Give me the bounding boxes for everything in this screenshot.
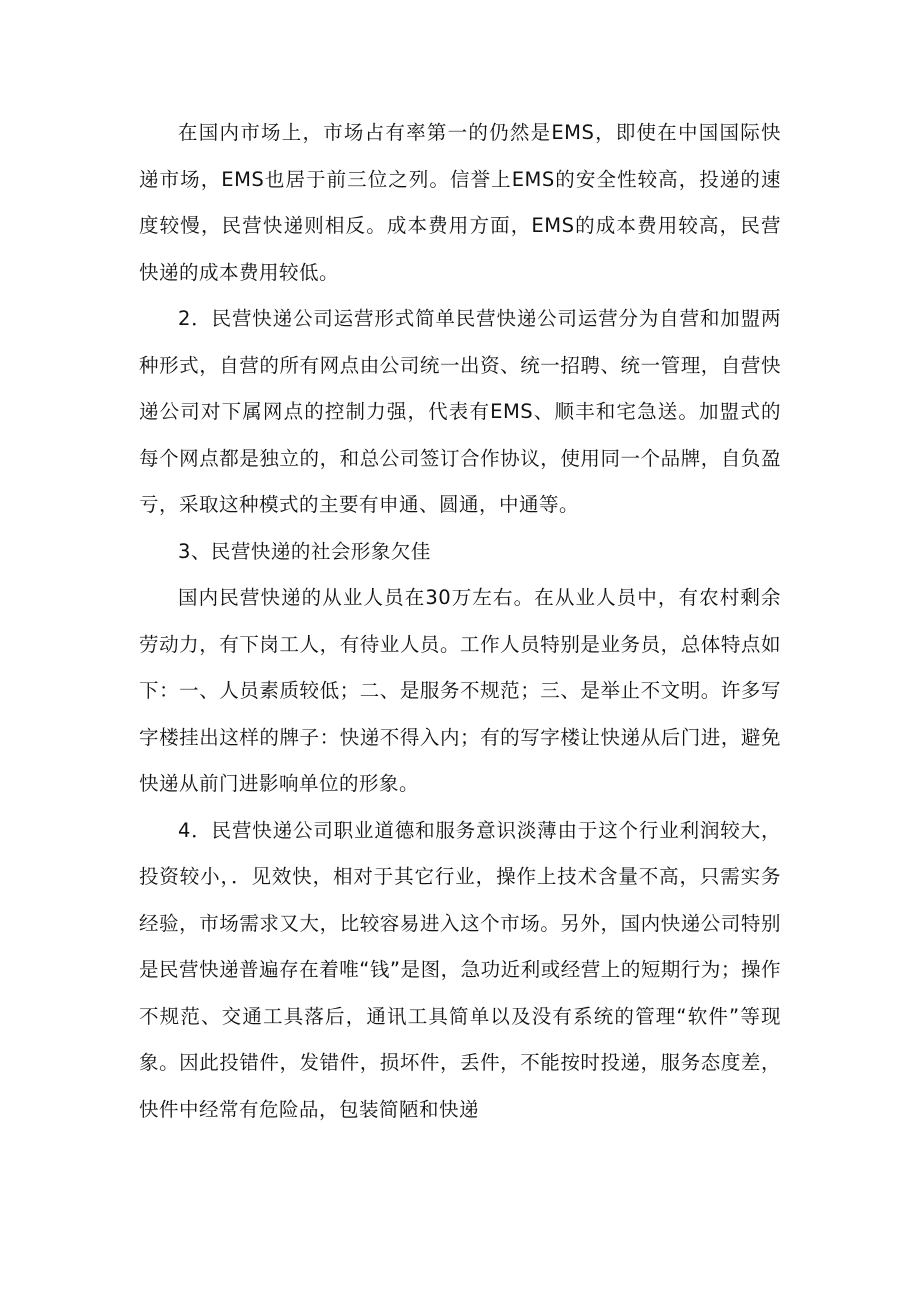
document-body xyxy=(139,110,781,1133)
paragraph-employees: 国内民营快递的从业人员在30万左右。在从业人员中，有农村剩余劳动力，有下岗工人，有待业人员。工作人员特别是业务员，总体特点如下：一、人员素质较低；二、是服务不规范；三、是举止不文明。许多写字楼挂出这样的牌子：快递不得入内；有的写字楼让快递从后门进，避免快递从前门进影响单位的形象。 xyxy=(139,586,781,795)
paragraph-operation-forms: 2．民营快递公司运营形式简单民营快递公司运营分为自营和加盟两种形式，自营的所有网点由公司统一出资、统一招聘、统一管理，自营快递公司对下属网点的控制力强，代表有EMS、顺丰和宅急送。加盟式的每个网点都是独立的，和总公司签订合作协议，使用同一个品牌，自负盈亏，采取这种模式的主要有申通、圆通，中通等。 xyxy=(139,307,781,516)
paragraph-heading-social-image: 3、民营快递的社会形象欠佳 xyxy=(178,539,431,563)
paragraph-ems-market: 在国内市场上，市场占有率第一的仍然是EMS，即使在中国国际快递市场，EMS也居于前三位之列。信誉上EMS的安全性较高，投递的速度较慢，民营快递则相反。成本费用方面，EMS的成本费用较高，民营快递的成本费用较低。 xyxy=(139,121,781,284)
paragraph-ethics-service: 4．民营快递公司职业道德和服务意识淡薄由于这个行业利润较大，投资较小，．见效快，相对于其它行业，操作上技术含量不高，只需实务经验，市场需求又大，比较容易进入这个市场。另外，国内快递公司特别是民营快递普遍存在着唯“钱”是图，急功近利或经营上的短期行为；操作不规范、交通工具落后，通讯工具简单以及没有系统的管理“软件”等现象。因此投错件，发错件，损坏件，丢件，不能按时投递，服务态度差，快件中经常有危险品，包装简陋和快递 xyxy=(139,818,781,1121)
